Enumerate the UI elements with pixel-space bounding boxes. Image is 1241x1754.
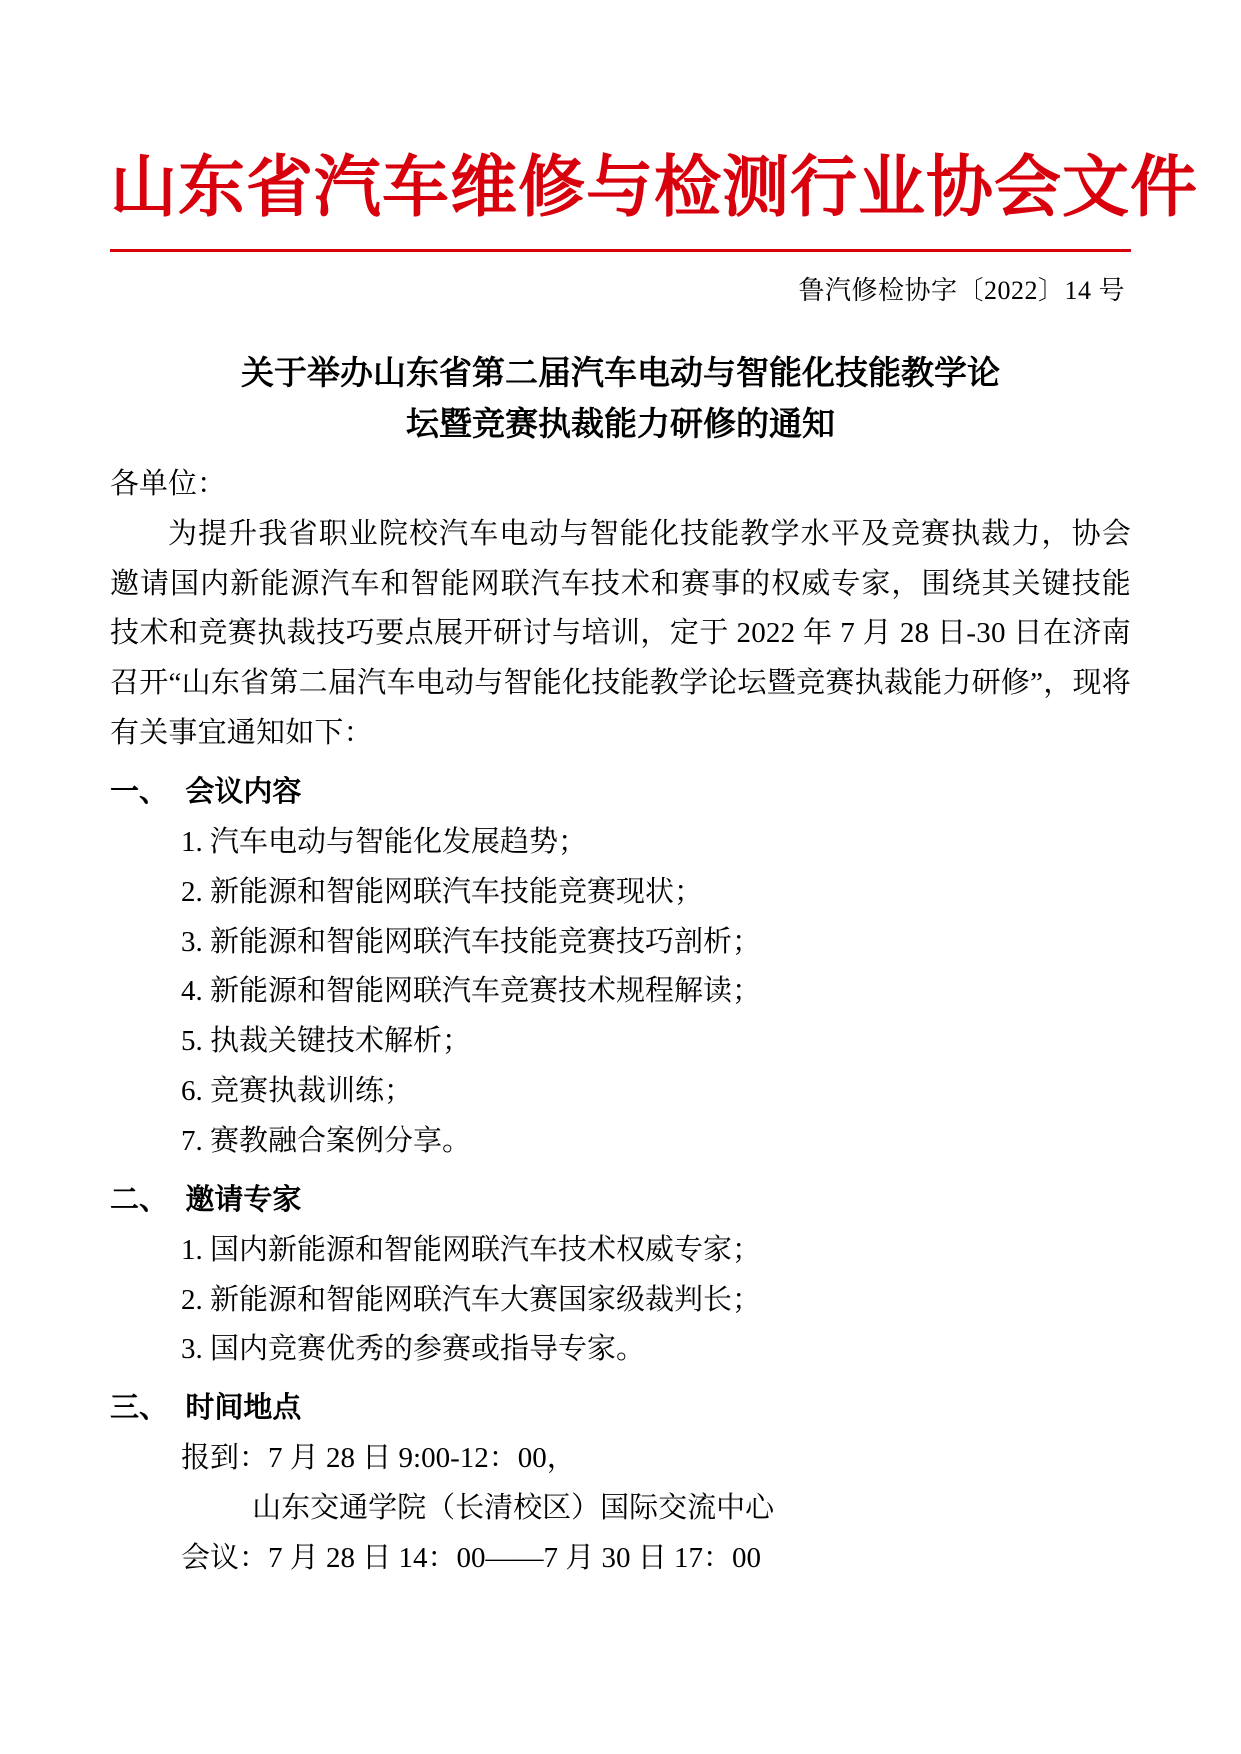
section-heading-3 [110, 1383, 1131, 1434]
organization-title: 山东省汽车维修与检测行业协会文件 [110, 151, 1198, 225]
section-number-1: 一、 [110, 776, 169, 809]
section-1-items [110, 818, 1131, 1167]
section-title-1: 会议内容 [185, 776, 302, 809]
section-heading-1 [110, 767, 1131, 818]
letterhead [110, 0, 1198, 252]
list-item: 6. 竞赛执裁训练； [181, 1075, 414, 1108]
schedule-line-venue: 山东交通学院（长清校区）国际交流中心 [252, 1491, 775, 1524]
section-number-3: 三、 [110, 1392, 169, 1425]
list-item: 2. 新能源和智能网联汽车技能竞赛现状； [181, 875, 704, 908]
section-title-2: 邀请专家 [185, 1183, 302, 1216]
section-number-2: 二、 [110, 1183, 169, 1216]
section-2-items [110, 1226, 1131, 1376]
document-number: 鲁汽修检协字〔2022〕14 号 [798, 276, 1125, 306]
intro-paragraph: 为提升我省职业院校汽车电动与智能化技能教学水平及竞赛执裁力，协会邀请国内新能源汽车和智能网联汽车技术和赛事的权威专家，围绕其关键技能技术和竞赛执裁技巧要点展开研讨与培训，定于 2022 年 7 月 28 日-30 日在济南召开“山东省第二届汽车电动与智能化技能教学论坛暨竞赛执裁能力研修”，现将有关事宜通知如下： [110, 517, 1131, 750]
page-title-line-1: 关于举办山东省第二届汽车电动与智能化技能教学论 [241, 356, 1000, 393]
list-item: 1. 国内新能源和智能网联汽车技术权威专家； [181, 1233, 762, 1266]
list-item: 3. 新能源和智能网联汽车技能竞赛技巧剖析； [181, 925, 762, 958]
list-item: 1. 汽车电动与智能化发展趋势； [181, 825, 588, 858]
salutation: 各单位： [110, 468, 227, 501]
schedule-line-registration: 报到：7 月 28 日 9:00-12：00， [181, 1442, 576, 1475]
page-title-line-2: 坛暨竞赛执裁能力研修的通知 [406, 407, 835, 444]
section-heading-2 [110, 1175, 1131, 1226]
section-title-3: 时间地点 [185, 1392, 302, 1425]
schedule-line-meeting: 会议：7 月 28 日 14：00——7 月 30 日 17：00 [181, 1541, 762, 1574]
list-item: 4. 新能源和智能网联汽车竞赛技术规程解读； [181, 975, 762, 1008]
list-item: 2. 新能源和智能网联汽车大赛国家级裁判长； [181, 1283, 762, 1316]
letterhead-divider [110, 249, 1131, 252]
list-item: 7. 赛教融合案例分享。 [181, 1125, 472, 1158]
list-item: 5. 执裁关键技术解析； [181, 1025, 472, 1058]
list-item: 3. 国内竞赛优秀的参赛或指导专家。 [181, 1333, 646, 1366]
page-title [110, 349, 1131, 451]
